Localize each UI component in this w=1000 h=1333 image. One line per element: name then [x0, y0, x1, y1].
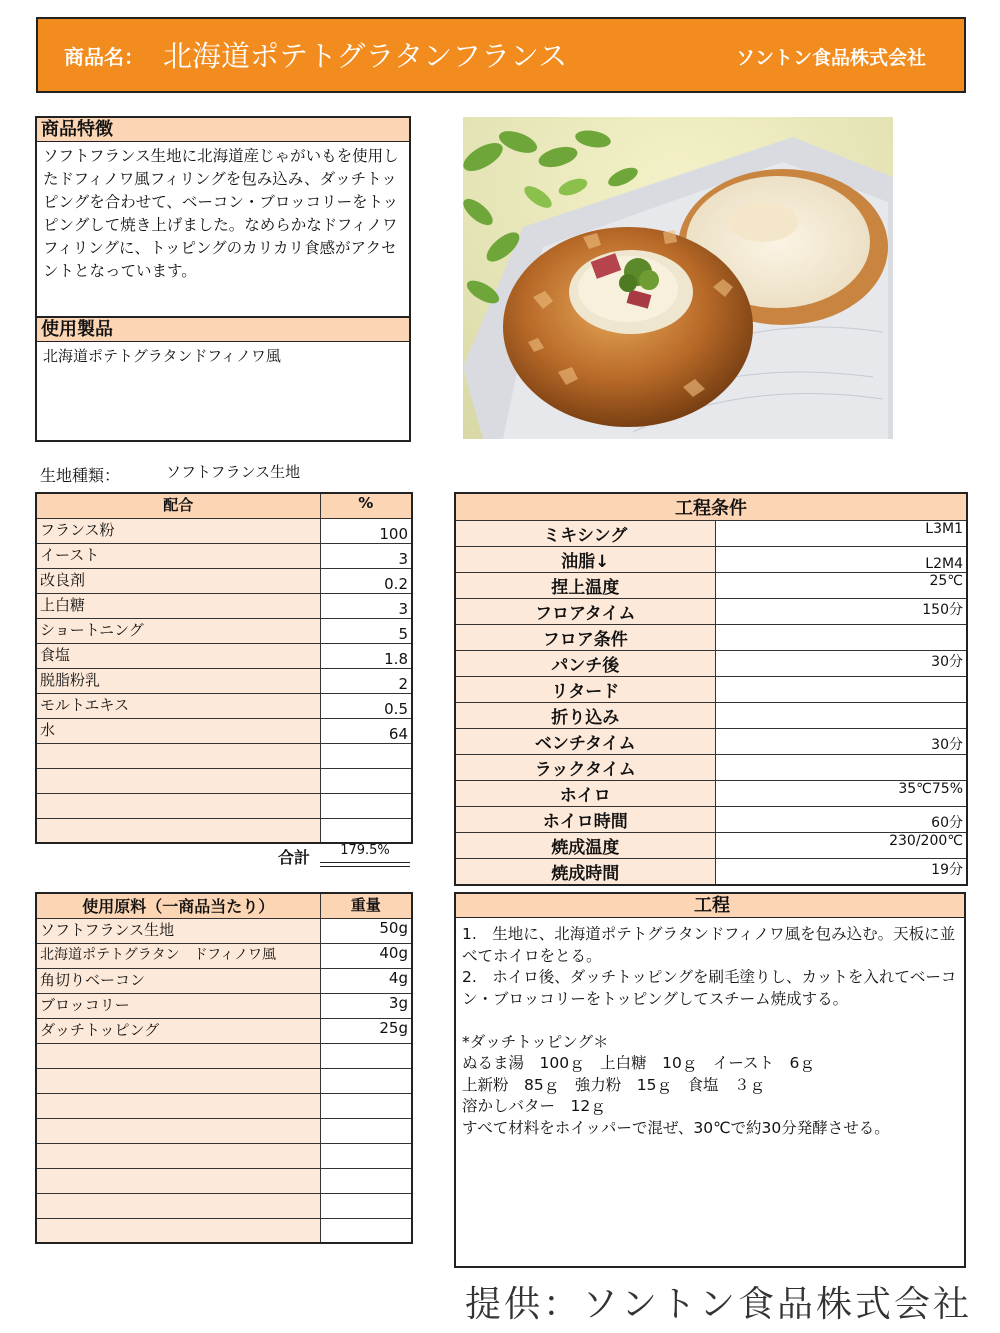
process-value: 60分 [715, 807, 967, 833]
table-row [455, 625, 967, 651]
recipe-item-value: 2 [320, 668, 412, 693]
features-text: ソフトフランス生地に北海道産じゃがいもを使用したドフィノワ風フィリングを包み込み、ダッチトッピングを合わせて、ベーコン・ブロッコリーをトッピングして焼き上げました。なめらかなドフィノワフィリングに、トッピングのカリカリ食感がアクセントとなっています。 [43, 147, 399, 280]
table-row [36, 768, 412, 793]
product-photo [463, 117, 893, 439]
recipe-item-name [36, 768, 320, 793]
product-used-text: 北海道ポテトグラタンドフィノワ風 [43, 347, 281, 365]
table-row [36, 718, 412, 743]
ingredient-weight: 40g [320, 943, 412, 968]
recipe-item-name: 脱脂粉乳 [36, 668, 320, 693]
table-row [36, 593, 412, 618]
ingredient-name [36, 1043, 320, 1068]
features-title: 商品特徴 [37, 118, 409, 142]
process-value [715, 703, 967, 729]
process-value: 25℃ [715, 573, 967, 599]
recipe-item-value [320, 793, 412, 818]
table-row [36, 743, 412, 768]
table-row [36, 968, 412, 993]
process-value [715, 625, 967, 651]
recipe-item-name: 水 [36, 718, 320, 743]
ingredient-name [36, 1093, 320, 1118]
ingredient-name [36, 1143, 320, 1168]
process-value: 19分 [715, 859, 967, 886]
table-row [36, 1018, 412, 1043]
total-value: 179.5% [340, 843, 390, 858]
ingredient-weight [320, 1218, 412, 1243]
table-row [455, 807, 967, 833]
recipe-item-value: 0.2 [320, 568, 412, 593]
table-row [455, 833, 967, 859]
table-row [455, 859, 967, 886]
process-key: 焼成温度 [455, 833, 715, 859]
table-row [455, 573, 967, 599]
ingredient-name: ダッチトッピング [36, 1018, 320, 1043]
recipe-item-value [320, 768, 412, 793]
table-row [36, 918, 412, 943]
recipe-item-name [36, 793, 320, 818]
process-key: ホイロ時間 [455, 807, 715, 833]
ingredient-weight [320, 1143, 412, 1168]
ingredient-name: 北海道ポテトグラタン ドフィノワ風 [36, 943, 320, 968]
total-underline-double [320, 866, 410, 867]
table-row [455, 781, 967, 807]
ingredient-name [36, 1193, 320, 1218]
table-row [36, 1093, 412, 1118]
features-box [35, 116, 411, 442]
process-key: パンチ後 [455, 651, 715, 677]
process-key: フロアタイム [455, 599, 715, 625]
table-row [36, 543, 412, 568]
table-row [36, 1218, 412, 1243]
ingredient-weight: 3g [320, 993, 412, 1018]
recipe-item-value: 5 [320, 618, 412, 643]
recipe-item-name: フランス粉 [36, 518, 320, 543]
table-row [455, 651, 967, 677]
product-name: 北海道ポテトグラタンフランス [163, 39, 568, 73]
recipe-item-value: 100 [320, 518, 412, 543]
ingredient-weight: 25g [320, 1018, 412, 1043]
recipe-item-name: モルトエキス [36, 693, 320, 718]
table-row [36, 518, 412, 543]
table-row [455, 729, 967, 755]
table-row [36, 943, 412, 968]
recipe-header-name: 配合 [36, 493, 320, 518]
table-row [36, 668, 412, 693]
table-row [36, 1168, 412, 1193]
table-row [36, 818, 412, 843]
process-key: ミキシング [455, 521, 715, 547]
ingredient-weight [320, 1168, 412, 1193]
total-label: 合計 [278, 848, 311, 867]
table-row [455, 677, 967, 703]
steps-title: 工程 [456, 894, 964, 918]
process-value: 35℃75% [715, 781, 967, 807]
product-used-title: 使用製品 [37, 318, 409, 342]
recipe-item-value: 3 [320, 543, 412, 568]
ingredient-name [36, 1068, 320, 1093]
recipe-item-value: 1.8 [320, 643, 412, 668]
process-value: 150分 [715, 599, 967, 625]
table-row [455, 703, 967, 729]
credit-line: 提供：ソントン食品株式会社 [464, 1284, 972, 1325]
table-row [36, 993, 412, 1018]
process-value [715, 677, 967, 703]
process-key: 捏上温度 [455, 573, 715, 599]
ingredient-weight: 4g [320, 968, 412, 993]
recipe-table [35, 492, 413, 844]
process-key: ホイロ [455, 781, 715, 807]
steps-box [454, 892, 966, 1268]
ingredients-header-weight: 重量 [320, 893, 412, 918]
ingredient-name: ソフトフランス生地 [36, 918, 320, 943]
process-value: L2M4 [715, 547, 967, 573]
recipe-item-value: 0.5 [320, 693, 412, 718]
process-key: 油脂↓ [455, 547, 715, 573]
bread-photo-illustration [463, 117, 893, 439]
ingredient-name [36, 1118, 320, 1143]
process-key: リタード [455, 677, 715, 703]
recipe-item-value [320, 818, 412, 843]
table-row [36, 693, 412, 718]
recipe-item-value: 64 [320, 718, 412, 743]
ingredients-table [35, 892, 413, 1244]
dough-type-label: 生地種類： [40, 466, 121, 485]
table-row [36, 643, 412, 668]
product-header [36, 17, 966, 93]
ingredient-weight [320, 1043, 412, 1068]
product-used-section [37, 316, 409, 369]
table-row [455, 755, 967, 781]
process-value: 30分 [715, 651, 967, 677]
ingredient-weight: 50g [320, 918, 412, 943]
recipe-item-value: 3 [320, 593, 412, 618]
steps-text: 1. 生地に、北海道ポテトグラタンドフィノワ風を包み込む。天板に並べてホイロをとる。 2. ホイロ後、ダッチトッピングを刷毛塗りし、カットを入れてベーコン・ブロッコリーをトッピングしてスチーム焼成する。 *ダッチトッピング＊ ぬるま湯 100ｇ 上白糖 10ｇ イースト 6ｇ 上新粉 85ｇ 強力粉 15ｇ 食塩 ３ｇ 溶かしバター 12ｇ すべて材料をホイッパーで混ぜ、30℃で約30分発酵させる。 [462, 925, 957, 1137]
company-name: ソントン食品株式会社 [735, 47, 926, 69]
recipe-item-value [320, 743, 412, 768]
ingredient-weight [320, 1193, 412, 1218]
process-key: 折り込み [455, 703, 715, 729]
process-value: 30分 [715, 729, 967, 755]
process-conditions-title: 工程条件 [455, 493, 967, 521]
recipe-item-name: イースト [36, 543, 320, 568]
ingredient-name [36, 1218, 320, 1243]
ingredients-header-name: 使用原料（一商品当たり） [36, 893, 320, 918]
table-row [36, 1193, 412, 1218]
total-underline [320, 862, 410, 863]
process-value: L3M1 [715, 521, 967, 547]
recipe-item-name: 食塩 [36, 643, 320, 668]
ingredient-name: ブロッコリー [36, 993, 320, 1018]
process-value: 230/200℃ [715, 833, 967, 859]
recipe-header-pct: % [320, 493, 412, 518]
recipe-item-name [36, 743, 320, 768]
table-row [36, 1068, 412, 1093]
recipe-item-name [36, 818, 320, 843]
table-row [36, 1118, 412, 1143]
ingredient-weight [320, 1093, 412, 1118]
dough-type [40, 463, 301, 486]
table-row [36, 568, 412, 593]
table-row [36, 1143, 412, 1168]
ingredient-name [36, 1168, 320, 1193]
process-key: 焼成時間 [455, 859, 715, 886]
process-key: フロア条件 [455, 625, 715, 651]
process-key: ラックタイム [455, 755, 715, 781]
dough-type-value: ソフトフランス生地 [166, 463, 301, 481]
recipe-item-name: 改良剤 [36, 568, 320, 593]
ingredient-name: 角切りベーコン [36, 968, 320, 993]
process-key: ベンチタイム [455, 729, 715, 755]
ingredient-weight [320, 1068, 412, 1093]
product-name-label: 商品名： [64, 45, 144, 69]
table-row [455, 599, 967, 625]
table-row [455, 547, 967, 573]
ingredient-weight [320, 1118, 412, 1143]
table-row [36, 793, 412, 818]
process-conditions-table [454, 492, 968, 886]
recipe-item-name: 上白糖 [36, 593, 320, 618]
recipe-item-name: ショートニング [36, 618, 320, 643]
table-row [36, 1043, 412, 1068]
table-row [455, 521, 967, 547]
process-value [715, 755, 967, 781]
table-row [36, 618, 412, 643]
